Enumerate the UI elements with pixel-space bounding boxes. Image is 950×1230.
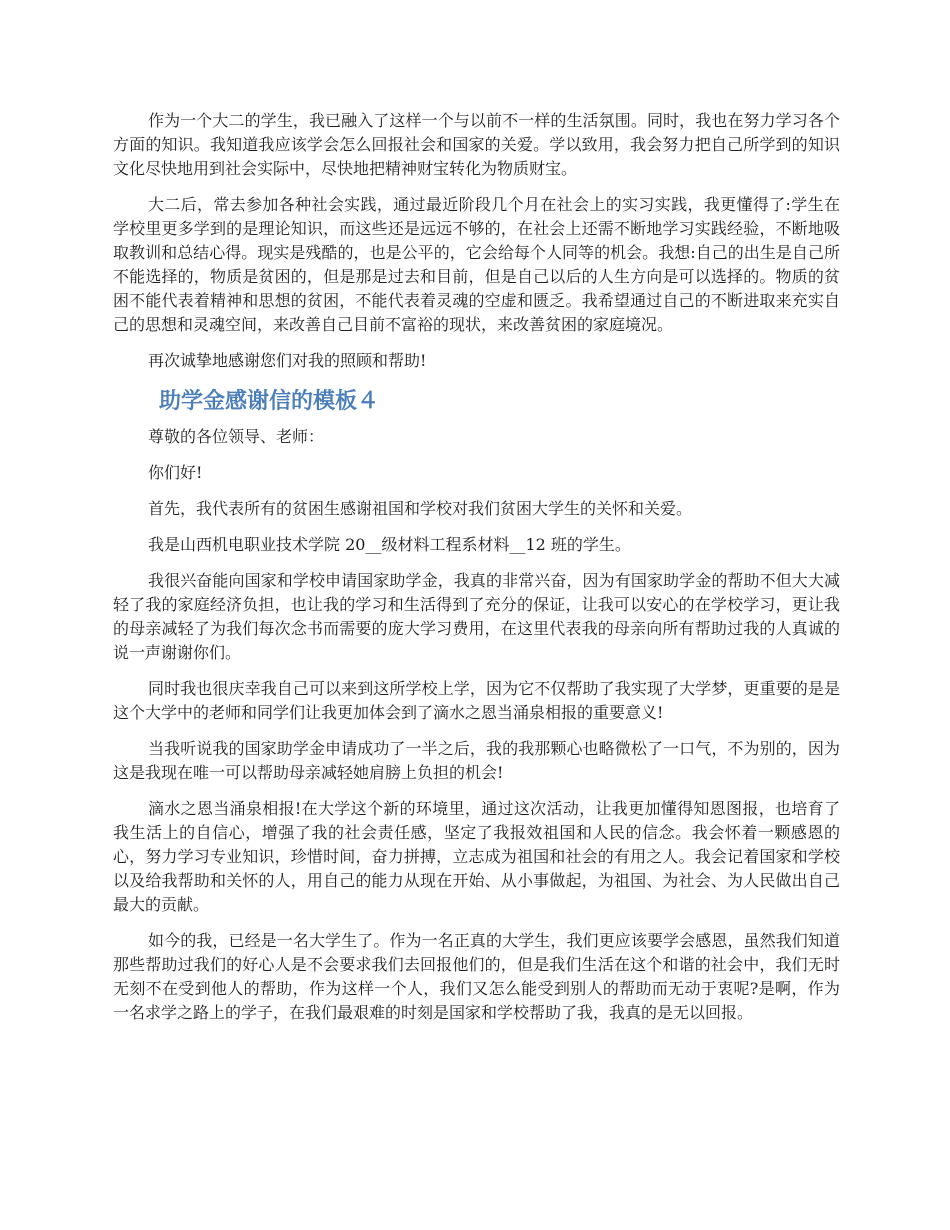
paragraph: 当我听说我的国家助学金申请成功了一半之后，我的我那颗心也略微松了一口气，不为别的，因为这是我现在唯一可以帮助母亲减轻她肩膀上负担的机会! (113, 739, 840, 782)
paragraph: 我是山西机电职业技术学院 20__级材料工程系材料__12 班的学生。 (148, 535, 631, 554)
greeting: 你们好! (148, 463, 203, 482)
paragraph: 滴水之恩当涌泉相报!在大学这个新的环境里，通过这次活动，让我更加懂得知恩图报，也培育了我生活上的自信心，增强了我的社会责任感，坚定了我报效祖国和人民的信念。我会怀着一颗感恩的心，努力学习专业知识，珍惜时间，奋力拼搏，立志成为祖国和社会的有用之人。我会记着国家和学校以及给我帮助和关怀的人，用自己的能力从现在开始、从小事做起，为祖国、为社会、为人民做出自己最大的贡献。 (113, 799, 840, 914)
paragraph: 再次诚挚地感谢您们对我的照顾和帮助! (148, 351, 427, 370)
paragraph: 首先，我代表所有的贫困生感谢祖国和学校对我们贫困大学生的关怀和关爱。 (148, 499, 693, 518)
paragraph: 我很兴奋能向国家和学校申请国家助学金，我真的非常兴奋，因为有国家助学金的帮助不但大大减轻了我的家庭经济负担，也让我的学习和生活得到了充分的保证，让我可以安心的在学校学习，更让我的母亲减轻了为我们每次念书而需要的庞大学习费用，在这里代表我的母亲向所有帮助过我的人真诚的说一声谢谢你们。 (113, 571, 840, 662)
paragraph: 作为一个大二的学生，我已融入了这样一个与以前不一样的生活氛围。同时，我也在努力学习各个方面的知识。我知道我应该学会怎么回报社会和国家的关爱。学以致用，我会努力把自己所学到的知识文化尽快地用到社会实际中，尽快地把精神财宝转化为物质财宝。 (113, 111, 840, 178)
paragraph: 同时我也很庆幸我自己可以来到这所学校上学，因为它不仅帮助了我实现了大学梦，更重要的是是这个大学中的老师和同学们让我更加体会到了滴水之恩当涌泉相报的重要意义! (113, 679, 840, 722)
salutation: 尊敬的各位领导、老师： (148, 427, 325, 446)
paragraph: 如今的我，已经是一名大学生了。作为一名正真的大学生，我们更应该要学会感恩，虽然我们知道那些帮助过我们的好心人是不会要求我们去回报他们的，但是我们生活在这个和谐的社会中，我们无时无刻不在受到他人的帮助，作为这样一个人，我们又怎么能受到别人的帮助而无动于衷呢?是啊，作为一名求学之路上的学子，在我们最艰难的时刻是国家和学校帮助了我，我真的是无以回报。 (113, 931, 840, 1022)
document-page (113, 109, 840, 1037)
paragraph: 大二后，常去参加各种社会实践，通过最近阶段几个月在社会上的实习实践，我更懂得了:学生在学校里更多学到的是理论知识，而这些还是远远不够的，在社会上还需不断地学习实践经验，不断地吸取教训和总结心得。现实是残酷的，也是公平的，它会给每个人同等的机会。我想:自己的出生是自己所不能选择的，物质是贫困的，但是那是过去和目前，但是自己以后的人生方向是可以选择的。物质的贫困不能代表着精神和思想的贫困，不能代表着灵魂的空虚和匮乏。我希望通过自己的不断进取来充实自己的思想和灵魂空间，来改善自己目前不富裕的现状，来改善贫困的家庭境况。 (113, 195, 840, 334)
section-heading: 助学金感谢信的模板４ (159, 389, 380, 414)
